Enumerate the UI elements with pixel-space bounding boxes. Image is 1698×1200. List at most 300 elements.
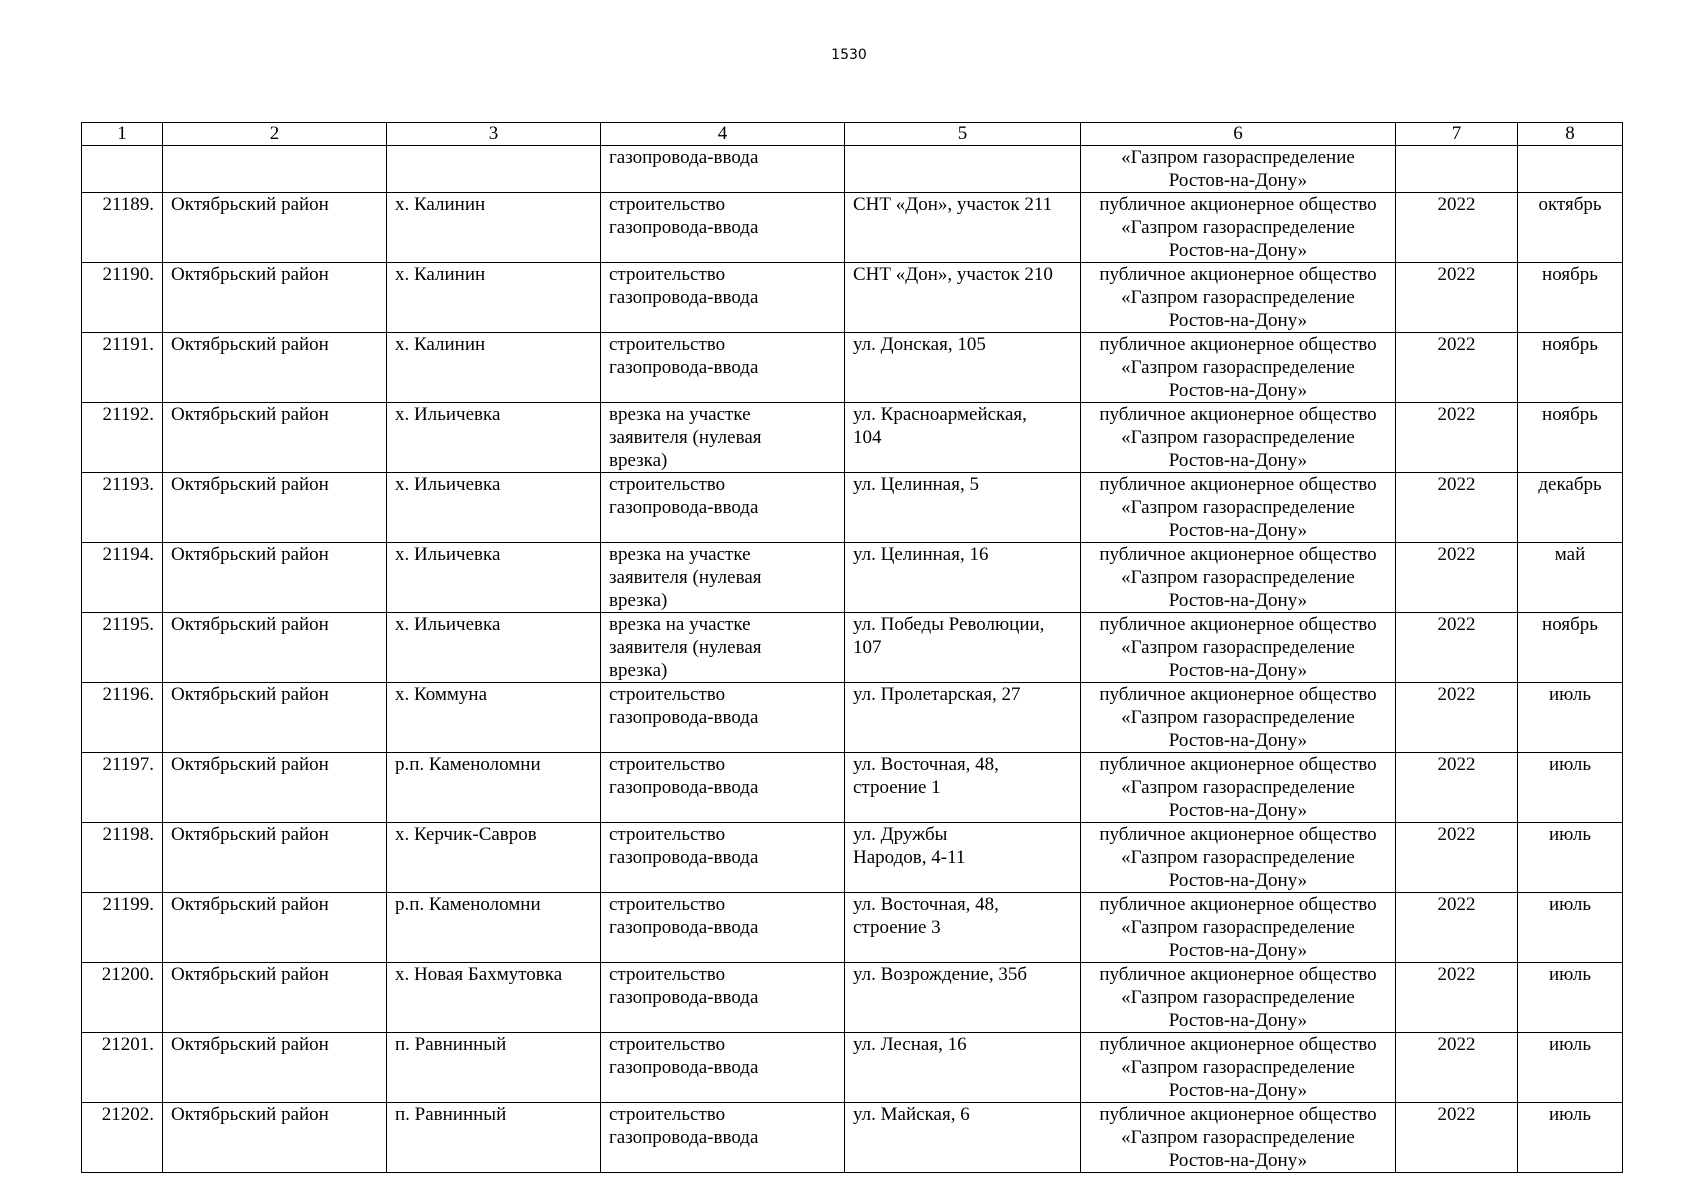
cell-month-line: декабрь [1538, 474, 1602, 495]
cell-organization-line: публичное акционерное общество [1099, 544, 1377, 565]
cell-organization-line: Ростов-на-Дону» [1168, 870, 1308, 891]
cell-work-line: строительство [609, 754, 726, 775]
cell-address-line: ул. Майская, 6 [853, 1104, 970, 1125]
cell-district-line: Октябрьский район [171, 334, 329, 355]
cell-year-line: 2022 [1437, 334, 1476, 355]
cell-address-line: ул. Восточная, 48, [853, 754, 999, 775]
cell-organization-line: Ростов-на-Дону» [1168, 380, 1308, 401]
cell-year [1396, 473, 1518, 543]
cell-month [1518, 1033, 1623, 1103]
table-row [82, 543, 1623, 613]
cell-year [1396, 263, 1518, 333]
cell-month-line: июль [1548, 1104, 1592, 1125]
cell-year-line: 2022 [1437, 1104, 1476, 1125]
cell-address [845, 753, 1081, 823]
cell-district [163, 263, 387, 333]
cell-settlement-line: р.п. Каменоломни [395, 754, 541, 775]
cell-month [1518, 963, 1623, 1033]
table-row [82, 193, 1623, 263]
cell-district-line: Октябрьский район [171, 404, 329, 425]
cell-year [1396, 1103, 1518, 1173]
cell-number [82, 1103, 163, 1173]
cell-organization-line: Ростов-на-Дону» [1168, 800, 1308, 821]
cell-year [1396, 683, 1518, 753]
cell-month-line: ноябрь [1542, 264, 1598, 285]
cell-district [163, 753, 387, 823]
cell-organization-line: Ростов-на-Дону» [1168, 1150, 1308, 1171]
cell-settlement-line: х. Ильичевка [395, 544, 501, 565]
table-row [82, 1033, 1623, 1103]
cell-organization-line: Ростов-на-Дону» [1168, 730, 1308, 751]
cell-settlement-line: п. Равнинный [395, 1104, 507, 1125]
cell-organization-line: Ростов-на-Дону» [1168, 240, 1308, 261]
cell-address-line: ул. Пролетарская, 27 [853, 684, 1021, 705]
cell-work [601, 473, 845, 543]
cell-work [601, 333, 845, 403]
cell-settlement [387, 753, 601, 823]
cell-year-line: 2022 [1437, 894, 1476, 915]
cell-year [1396, 543, 1518, 613]
cell-month-line: май [1554, 544, 1586, 565]
table-row [82, 683, 1623, 753]
cell-work-line: газопровода-ввода [609, 917, 759, 938]
cell-address-line: СНТ «Дон», участок 210 [853, 264, 1053, 285]
cell-number [82, 193, 163, 263]
cell-number [82, 893, 163, 963]
cell-organization-line: публичное акционерное общество [1099, 404, 1377, 425]
cell-work-line: строительство [609, 1104, 726, 1125]
cell-year [1396, 823, 1518, 893]
cell-organization-line: публичное акционерное общество [1099, 264, 1377, 285]
cell-number [82, 473, 163, 543]
cell-year [1396, 193, 1518, 263]
cell-organization [1081, 146, 1396, 193]
cell-work-line: газопровода-ввода [609, 497, 759, 518]
cell-settlement-line: х. Ильичевка [395, 404, 501, 425]
cell-work-line: газопровода-ввода [609, 287, 759, 308]
cell-district [163, 893, 387, 963]
cell-month [1518, 263, 1623, 333]
table-row [82, 893, 1623, 963]
cell-organization-line: публичное акционерное общество [1099, 614, 1377, 635]
cell-work-line: газопровода-ввода [609, 777, 759, 798]
cell-address-line: ул. Красноармейская, [853, 404, 1027, 425]
table-body [82, 146, 1623, 1173]
cell-work-line: строительство [609, 334, 726, 355]
cell-year-line: 2022 [1437, 684, 1476, 705]
cell-address-line: ул. Донская, 105 [853, 334, 986, 355]
cell-district-line: Октябрьский район [171, 824, 329, 845]
cell-district-line: Октябрьский район [171, 544, 329, 565]
cell-address [845, 263, 1081, 333]
cell-settlement-line: х. Калинин [395, 334, 486, 355]
cell-organization-line: публичное акционерное общество [1099, 474, 1377, 495]
cell-settlement [387, 683, 601, 753]
cell-month [1518, 753, 1623, 823]
cell-organization-line: публичное акционерное общество [1099, 754, 1377, 775]
cell-organization-line: «Газпром газораспределение [1121, 1057, 1355, 1078]
cell-settlement [387, 333, 601, 403]
cell-address [845, 1033, 1081, 1103]
cell-organization [1081, 263, 1396, 333]
cell-month [1518, 193, 1623, 263]
cell-address-line: ул. Возрождение, 35б [853, 964, 1028, 985]
cell-month [1518, 473, 1623, 543]
cell-month-line: ноябрь [1542, 614, 1598, 635]
cell-year-line: 2022 [1437, 1034, 1476, 1055]
cell-address [845, 333, 1081, 403]
cell-organization [1081, 1103, 1396, 1173]
cell-organization [1081, 753, 1396, 823]
cell-organization-line: «Газпром газораспределение [1121, 847, 1355, 868]
cell-settlement [387, 1103, 601, 1173]
cell-number [82, 146, 163, 193]
cell-address [845, 683, 1081, 753]
cell-address [845, 473, 1081, 543]
cell-work-line: газопровода-ввода [609, 1127, 759, 1148]
cell-month-line: июль [1548, 964, 1592, 985]
table-row [82, 1103, 1623, 1173]
cell-work [601, 823, 845, 893]
cell-organization-line: публичное акционерное общество [1099, 684, 1377, 705]
cell-settlement [387, 403, 601, 473]
cell-work [601, 893, 845, 963]
cell-number [82, 403, 163, 473]
cell-year-line: 2022 [1437, 474, 1476, 495]
cell-organization-line: «Газпром газораспределение [1121, 567, 1355, 588]
cell-organization-line: Ростов-на-Дону» [1168, 590, 1308, 611]
cell-month [1518, 403, 1623, 473]
cell-year-line: 2022 [1437, 824, 1476, 845]
cell-organization-line: Ростов-на-Дону» [1168, 310, 1308, 331]
cell-address [845, 193, 1081, 263]
cell-settlement-line: х. Новая Бахмутовка [395, 964, 563, 985]
cell-work: газопровода-ввода [601, 146, 845, 193]
table-row [82, 823, 1623, 893]
cell-organization-line: Ростов-на-Дону» [1168, 520, 1308, 541]
table-header [82, 123, 1623, 146]
cell-month-line: июль [1548, 1034, 1592, 1055]
page-number: 1530 [831, 47, 867, 63]
cell-work [601, 403, 845, 473]
cell-work [601, 613, 845, 683]
cell-district [163, 1103, 387, 1173]
cell-work [601, 753, 845, 823]
cell-district-line: Октябрьский район [171, 964, 329, 985]
table-row [82, 753, 1623, 823]
cell-organization [1081, 613, 1396, 683]
table-row [82, 333, 1623, 403]
cell-work [601, 193, 845, 263]
cell-settlement-line: х. Калинин [395, 264, 486, 285]
cell-work [601, 1103, 845, 1173]
cell-year-line: 2022 [1437, 264, 1476, 285]
cell-district [163, 193, 387, 263]
cell-address-line: ул. Лесная, 16 [853, 1034, 967, 1055]
cell-organization [1081, 963, 1396, 1033]
cell-work-line: газопровода-ввода [609, 217, 759, 238]
cell-address-line: ул. Целинная, 5 [853, 474, 979, 495]
cell-number-line: 21197. [102, 754, 154, 775]
cell-organization-line: публичное акционерное общество [1099, 194, 1377, 215]
cell-address-line: ул. Целинная, 16 [853, 544, 989, 565]
cell-organization-line: «Газпром газораспределение [1121, 217, 1355, 238]
cell-address-line: СНТ «Дон», участок 211 [853, 194, 1053, 215]
cell-month [1518, 1103, 1623, 1173]
cell-month [1518, 613, 1623, 683]
cell-district [163, 473, 387, 543]
cell-work-line: газопровода-ввода [609, 847, 759, 868]
cell-organization-line: «Газпром газораспределение [1121, 637, 1355, 658]
cell-work [601, 963, 845, 1033]
cell-number-line: 21202. [101, 1104, 154, 1125]
cell-year-line: 2022 [1437, 754, 1476, 775]
cell-year-line: 2022 [1437, 614, 1476, 635]
cell-settlement-line: х. Ильичевка [395, 614, 501, 635]
cell-organization-line: Ростов-на-Дону» [1168, 1010, 1308, 1031]
cell-address-line: строение 3 [853, 917, 941, 938]
cell-year [1396, 613, 1518, 683]
cell-number [82, 1033, 163, 1103]
cell-year-line: 2022 [1437, 964, 1476, 985]
cell-organization-line: «Газпром газораспределение [1121, 707, 1355, 728]
cell-address [845, 893, 1081, 963]
cell-address [845, 146, 1081, 193]
cell-organization [1081, 823, 1396, 893]
cell-month-line: ноябрь [1542, 404, 1598, 425]
cell-organization-line: «Газпром газораспределение [1121, 427, 1355, 448]
cell-settlement [387, 893, 601, 963]
cell-month-line: июль [1548, 684, 1592, 705]
cell-district-line: Октябрьский район [171, 754, 329, 775]
cell-address-line: ул. Восточная, 48, [853, 894, 999, 915]
header-row [82, 123, 1623, 146]
cell-district [163, 613, 387, 683]
cell-organization-line: публичное акционерное общество [1099, 894, 1377, 915]
cell-organization [1081, 193, 1396, 263]
cell-organization-line: Ростов-на-Дону» [1168, 450, 1308, 471]
cell-settlement-line: п. Равнинный [395, 1034, 507, 1055]
cell-number-line: 21190. [102, 264, 154, 285]
cell-month [1518, 333, 1623, 403]
cell-year-line: 2022 [1437, 544, 1476, 565]
cell-year [1396, 893, 1518, 963]
cell-district [163, 1033, 387, 1103]
cell-month-line: июль [1548, 894, 1592, 915]
cell-year [1396, 333, 1518, 403]
cell-number [82, 613, 163, 683]
cell-district-line: Октябрьский район [171, 614, 329, 635]
cell-district-line: Октябрьский район [171, 474, 329, 495]
cell-address-line: ул. Дружбы [853, 824, 948, 845]
table-row [82, 963, 1623, 1033]
header-cell-6: 6 [1081, 123, 1396, 146]
cell-work-line: врезка на участке [609, 404, 751, 425]
cell-address-line: строение 1 [853, 777, 941, 798]
cell-number-line: 21191. [102, 334, 154, 355]
cell-year [1396, 963, 1518, 1033]
cell-organization-line: публичное акционерное общество [1099, 1034, 1377, 1055]
cell-number [82, 333, 163, 403]
cell-district [163, 543, 387, 613]
cell-organization-line: «Газпром газораспределение [1121, 987, 1355, 1008]
cell-settlement-line: х. Коммуна [395, 684, 488, 705]
cell-month-line: июль [1548, 754, 1592, 775]
cell-organization-line: Ростов-на-Дону» [1168, 170, 1308, 191]
cell-address-line: 107 [853, 637, 882, 658]
cell-organization [1081, 403, 1396, 473]
cell-work-line: газопровода-ввода [609, 707, 759, 728]
cell-settlement [387, 146, 601, 193]
cell-month-line: октябрь [1538, 194, 1602, 215]
cell-address-line: ул. Победы Революции, [853, 614, 1045, 635]
table-row [82, 403, 1623, 473]
cell-settlement-line: х. Калинин [395, 194, 486, 215]
cell-settlement [387, 613, 601, 683]
cell-work-line: врезка) [609, 590, 668, 611]
cell-organization-line: публичное акционерное общество [1099, 334, 1377, 355]
cell-organization [1081, 683, 1396, 753]
cell-organization-line: публичное акционерное общество [1099, 1104, 1377, 1125]
cell-address-line: Народов, 4-11 [853, 847, 966, 868]
cell-address [845, 823, 1081, 893]
cell-work [601, 683, 845, 753]
cell-number-line: 21189. [102, 194, 154, 215]
cell-work [601, 1033, 845, 1103]
cell-organization-line: публичное акционерное общество [1099, 964, 1377, 985]
cell-district-line: Октябрьский район [171, 1034, 329, 1055]
cell-district [163, 683, 387, 753]
header-cell-1: 1 [82, 123, 163, 146]
cell-year-line: 2022 [1437, 194, 1476, 215]
cell-settlement-line: х. Ильичевка [395, 474, 501, 495]
cell-month [1518, 146, 1623, 193]
cell-work-line: строительство [609, 964, 726, 985]
cell-work-line: газопровода-ввода [609, 987, 759, 1008]
cell-work-line: врезка) [609, 450, 668, 471]
cell-number [82, 753, 163, 823]
cell-number-line: 21199. [102, 894, 154, 915]
cell-number-line: 21196. [102, 684, 154, 705]
cell-number [82, 683, 163, 753]
gasification-schedule-table [81, 122, 1623, 1173]
cell-district [163, 963, 387, 1033]
cell-organization-line: «Газпром газораспределение [1121, 777, 1355, 798]
cell-settlement-line: р.п. Каменоломни [395, 894, 541, 915]
cell-number-line: 21200. [101, 964, 154, 985]
cell-number-line: 21195. [102, 614, 154, 635]
cell-organization-line: «Газпром газораспределение [1121, 147, 1355, 168]
cell-district-line: Октябрьский район [171, 684, 329, 705]
cell-year [1396, 1033, 1518, 1103]
cell-district-line: Октябрьский район [171, 894, 329, 915]
cell-organization-line: «Газпром газораспределение [1121, 357, 1355, 378]
cell-month [1518, 683, 1623, 753]
cell-district-line: Октябрьский район [171, 1104, 329, 1125]
cell-month [1518, 893, 1623, 963]
cell-work-line: строительство [609, 264, 726, 285]
cell-organization [1081, 333, 1396, 403]
cell-address [845, 543, 1081, 613]
cell-organization-line: публичное акционерное общество [1099, 824, 1377, 845]
cell-number-line: 21194. [102, 544, 154, 565]
cell-number-line: 21192. [102, 404, 154, 425]
header-cell-3: 3 [387, 123, 601, 146]
header-cell-8: 8 [1518, 123, 1623, 146]
cell-number [82, 263, 163, 333]
header-cell-5: 5 [845, 123, 1081, 146]
cell-year [1396, 753, 1518, 823]
cell-month [1518, 543, 1623, 613]
cell-work-line: заявителя (нулевая [609, 427, 762, 448]
cell-work-line: строительство [609, 1034, 726, 1055]
cell-month-line: июль [1548, 824, 1592, 845]
cell-month-line: ноябрь [1542, 334, 1598, 355]
cell-district-line: Октябрьский район [171, 194, 329, 215]
cell-district-line: Октябрьский район [171, 264, 329, 285]
cell-district [163, 823, 387, 893]
cell-work-line: врезка) [609, 660, 668, 681]
cell-organization-line: Ростов-на-Дону» [1168, 1080, 1308, 1101]
header-cell-7: 7 [1396, 123, 1518, 146]
header-cell-4: 4 [601, 123, 845, 146]
cell-organization-line: «Газпром газораспределение [1121, 497, 1355, 518]
cell-number-line: 21193. [102, 474, 154, 495]
cell-work-line: строительство [609, 474, 726, 495]
cell-organization-line: Ростов-на-Дону» [1168, 660, 1308, 681]
cell-organization-line: Ростов-на-Дону» [1168, 940, 1308, 961]
cell-work [601, 263, 845, 333]
cell-district [163, 403, 387, 473]
cell-number [82, 963, 163, 1033]
cell-work-line: заявителя (нулевая [609, 637, 762, 658]
cell-work [601, 543, 845, 613]
header-cell-2: 2 [163, 123, 387, 146]
cell-year-line: 2022 [1437, 404, 1476, 425]
table-row [82, 473, 1623, 543]
cell-settlement-line: х. Керчик-Савров [395, 824, 537, 845]
cell-work-line: строительство [609, 824, 726, 845]
cell-address [845, 1103, 1081, 1173]
cell-work-line: врезка на участке [609, 614, 751, 635]
cell-address [845, 613, 1081, 683]
cell-year [1396, 146, 1518, 193]
cell-organization-line: «Газпром газораспределение [1121, 1127, 1355, 1148]
cell-number-line: 21201. [101, 1034, 154, 1055]
cell-settlement [387, 473, 601, 543]
cell-address [845, 963, 1081, 1033]
cell-number [82, 823, 163, 893]
cell-address-line: 104 [853, 427, 882, 448]
cell-settlement [387, 963, 601, 1033]
cell-work-line: газопровода-ввода [609, 357, 759, 378]
continuation-row [82, 146, 1623, 193]
cell-work-line: строительство [609, 684, 726, 705]
cell-number [82, 543, 163, 613]
cell-year [1396, 403, 1518, 473]
cell-settlement [387, 543, 601, 613]
cell-district [163, 333, 387, 403]
cell-settlement [387, 193, 601, 263]
cell-number-line: 21198. [102, 824, 154, 845]
cell-organization [1081, 893, 1396, 963]
cell-district [163, 146, 387, 193]
cell-work-line: строительство [609, 194, 726, 215]
cell-organization-line: «Газпром газораспределение [1121, 287, 1355, 308]
cell-organization [1081, 543, 1396, 613]
cell-settlement [387, 1033, 601, 1103]
cell-organization [1081, 473, 1396, 543]
